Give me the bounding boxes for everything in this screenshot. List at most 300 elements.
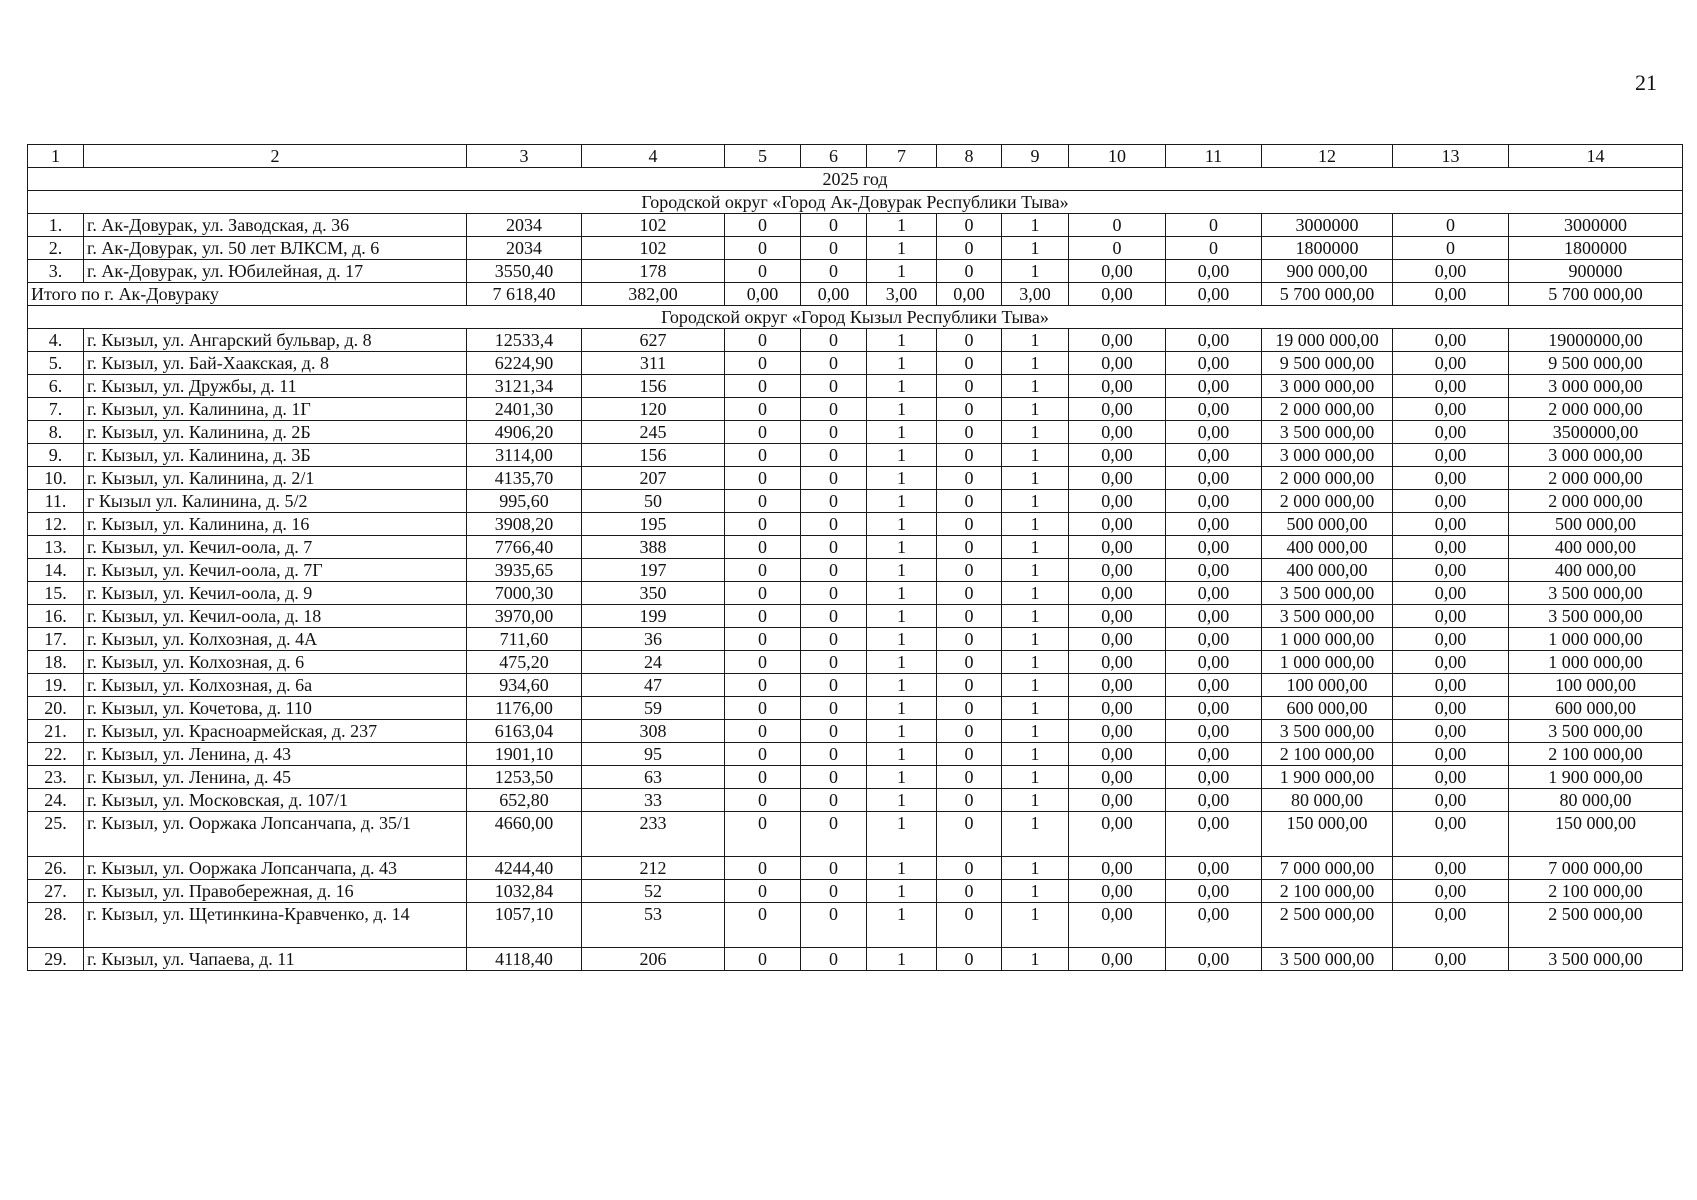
- value-cell: 1: [1002, 605, 1069, 628]
- column-header: 10: [1069, 145, 1166, 168]
- value-cell: 600 000,00: [1509, 697, 1683, 720]
- value-cell: 1: [867, 651, 937, 674]
- value-cell: 1: [1002, 812, 1069, 857]
- value-cell: 0: [725, 536, 801, 559]
- value-cell: 3 500 000,00: [1509, 605, 1683, 628]
- value-cell: 1: [1002, 467, 1069, 490]
- address-cell: г. Кызыл, ул. Ангарский бульвар, д. 8: [84, 329, 467, 352]
- address-cell: г. Ак-Довурак, ул. Юбилейная, д. 17: [84, 260, 467, 283]
- value-cell: 1 000 000,00: [1509, 628, 1683, 651]
- column-header: 8: [937, 145, 1002, 168]
- value-cell: 3 500 000,00: [1262, 421, 1393, 444]
- value-cell: 0,00: [1166, 697, 1262, 720]
- table-row: [28, 948, 1683, 971]
- value-cell: 0,00: [1069, 857, 1166, 880]
- value-cell: 1: [1002, 880, 1069, 903]
- value-cell: 178: [582, 260, 725, 283]
- value-cell: 0: [801, 490, 867, 513]
- value-cell: 0: [801, 720, 867, 743]
- value-cell: 0: [937, 697, 1002, 720]
- value-cell: 0: [801, 766, 867, 789]
- value-cell: 2 100 000,00: [1262, 743, 1393, 766]
- value-cell: 212: [582, 857, 725, 880]
- row-number: 15.: [28, 582, 84, 605]
- address-cell: г. Кызыл, ул. Калинина, д. 2/1: [84, 467, 467, 490]
- value-cell: 0: [801, 260, 867, 283]
- value-cell: 102: [582, 237, 725, 260]
- value-cell: 0: [801, 375, 867, 398]
- value-cell: 3 500 000,00: [1509, 948, 1683, 971]
- year-row: [28, 168, 1683, 191]
- value-cell: 2 100 000,00: [1509, 743, 1683, 766]
- value-cell: 0,00: [1393, 582, 1509, 605]
- value-cell: 0,00: [1166, 467, 1262, 490]
- row-number: 17.: [28, 628, 84, 651]
- value-cell: 100 000,00: [1509, 674, 1683, 697]
- value-cell: 308: [582, 720, 725, 743]
- value-cell: 12533,4: [467, 329, 582, 352]
- value-cell: 1: [1002, 375, 1069, 398]
- address-cell: г. Кызыл, ул. Красноармейская, д. 237: [84, 720, 467, 743]
- value-cell: 0: [937, 536, 1002, 559]
- value-cell: 0: [725, 651, 801, 674]
- value-cell: 4244,40: [467, 857, 582, 880]
- row-number: 16.: [28, 605, 84, 628]
- value-cell: 0,00: [1393, 536, 1509, 559]
- value-cell: 2 100 000,00: [1509, 880, 1683, 903]
- address-cell: г. Кызыл, ул. Московская, д. 107/1: [84, 789, 467, 812]
- column-header: 2: [84, 145, 467, 168]
- value-cell: 150 000,00: [1509, 812, 1683, 857]
- value-cell: 0,00: [1393, 329, 1509, 352]
- table-row: [28, 766, 1683, 789]
- value-cell: 0,00: [1166, 766, 1262, 789]
- value-cell: 0: [937, 743, 1002, 766]
- value-cell: 0,00: [1166, 536, 1262, 559]
- value-cell: 0,00: [1069, 880, 1166, 903]
- value-cell: 0,00: [1393, 444, 1509, 467]
- value-cell: 2 000 000,00: [1509, 467, 1683, 490]
- value-cell: 0: [1393, 237, 1509, 260]
- value-cell: 245: [582, 421, 725, 444]
- value-cell: 0,00: [1166, 812, 1262, 857]
- value-cell: 1: [1002, 214, 1069, 237]
- value-cell: 2 000 000,00: [1262, 398, 1393, 421]
- value-cell: 0: [801, 513, 867, 536]
- value-cell: 1: [1002, 903, 1069, 948]
- value-cell: 0: [725, 903, 801, 948]
- value-cell: 0: [801, 697, 867, 720]
- value-cell: 934,60: [467, 674, 582, 697]
- value-cell: 0,00: [1393, 260, 1509, 283]
- value-cell: 1: [867, 789, 937, 812]
- value-cell: 1: [867, 880, 937, 903]
- value-cell: 1: [867, 559, 937, 582]
- value-cell: 3970,00: [467, 605, 582, 628]
- value-cell: 1 000 000,00: [1262, 651, 1393, 674]
- value-cell: 1: [1002, 444, 1069, 467]
- value-cell: 1: [1002, 857, 1069, 880]
- table-row: [28, 536, 1683, 559]
- address-cell: г. Кызыл, ул. Колхозная, д. 4А: [84, 628, 467, 651]
- value-cell: 0: [801, 605, 867, 628]
- value-cell: 0,00: [1069, 766, 1166, 789]
- value-cell: 652,80: [467, 789, 582, 812]
- value-cell: 1: [867, 582, 937, 605]
- value-cell: 0: [801, 857, 867, 880]
- value-cell: 0,00: [1166, 329, 1262, 352]
- table-row: [28, 513, 1683, 536]
- column-header: 3: [467, 145, 582, 168]
- row-number: 5.: [28, 352, 84, 375]
- value-cell: 0,00: [1166, 651, 1262, 674]
- value-cell: 80 000,00: [1262, 789, 1393, 812]
- value-cell: 400 000,00: [1509, 536, 1683, 559]
- value-cell: 0: [1166, 237, 1262, 260]
- value-cell: 0,00: [1069, 628, 1166, 651]
- value-cell: 0,00: [1069, 582, 1166, 605]
- section-title: Городской округ «Город Ак-Довурак Республики Тыва»: [28, 191, 1683, 214]
- value-cell: 995,60: [467, 490, 582, 513]
- value-cell: 0: [937, 628, 1002, 651]
- value-cell: 0: [725, 880, 801, 903]
- value-cell: 0: [725, 214, 801, 237]
- value-cell: 0: [801, 444, 867, 467]
- address-cell: г. Кызыл, ул. Ленина, д. 45: [84, 766, 467, 789]
- column-header-row: [28, 145, 1683, 168]
- value-cell: 0,00: [1393, 720, 1509, 743]
- value-cell: 0: [725, 329, 801, 352]
- value-cell: 0,00: [1069, 674, 1166, 697]
- value-cell: 3 500 000,00: [1509, 582, 1683, 605]
- value-cell: 1: [867, 467, 937, 490]
- value-cell: 0,00: [1166, 444, 1262, 467]
- value-cell: 0,00: [1069, 812, 1166, 857]
- value-cell: 19000000,00: [1509, 329, 1683, 352]
- value-cell: 1: [867, 375, 937, 398]
- value-cell: 0,00: [1069, 605, 1166, 628]
- value-cell: 7 000 000,00: [1262, 857, 1393, 880]
- row-number: 18.: [28, 651, 84, 674]
- value-cell: 0: [725, 857, 801, 880]
- value-cell: 3500000,00: [1509, 421, 1683, 444]
- total-value: 0,00: [801, 283, 867, 306]
- value-cell: 0: [725, 398, 801, 421]
- row-number: 2.: [28, 237, 84, 260]
- row-number: 22.: [28, 743, 84, 766]
- value-cell: 1: [867, 903, 937, 948]
- year-label: 2025 год: [28, 168, 1683, 191]
- value-cell: 0: [937, 329, 1002, 352]
- total-value: 0,00: [937, 283, 1002, 306]
- value-cell: 1032,84: [467, 880, 582, 903]
- row-number: 27.: [28, 880, 84, 903]
- value-cell: 80 000,00: [1509, 789, 1683, 812]
- value-cell: 1: [867, 536, 937, 559]
- row-number: 23.: [28, 766, 84, 789]
- table-row: [28, 903, 1683, 948]
- value-cell: 2034: [467, 237, 582, 260]
- value-cell: 0,00: [1069, 398, 1166, 421]
- value-cell: 0,00: [1166, 948, 1262, 971]
- value-cell: 1: [867, 628, 937, 651]
- value-cell: 1901,10: [467, 743, 582, 766]
- value-cell: 0: [937, 260, 1002, 283]
- value-cell: 0: [937, 490, 1002, 513]
- value-cell: 195: [582, 513, 725, 536]
- value-cell: 1253,50: [467, 766, 582, 789]
- value-cell: 1: [1002, 559, 1069, 582]
- value-cell: 0: [801, 582, 867, 605]
- value-cell: 1: [1002, 743, 1069, 766]
- value-cell: 1800000: [1509, 237, 1683, 260]
- value-cell: 0: [801, 352, 867, 375]
- data-table: [27, 144, 1683, 971]
- value-cell: 0,00: [1069, 720, 1166, 743]
- value-cell: 2034: [467, 214, 582, 237]
- value-cell: 0,00: [1069, 743, 1166, 766]
- value-cell: 0: [725, 720, 801, 743]
- value-cell: 0,00: [1393, 605, 1509, 628]
- value-cell: 1: [1002, 398, 1069, 421]
- row-number: 24.: [28, 789, 84, 812]
- table-row: [28, 398, 1683, 421]
- address-cell: г. Кызыл, ул. Калинина, д. 3Б: [84, 444, 467, 467]
- value-cell: 0: [801, 628, 867, 651]
- table-row: [28, 789, 1683, 812]
- row-number: 12.: [28, 513, 84, 536]
- table-row: [28, 421, 1683, 444]
- value-cell: 199: [582, 605, 725, 628]
- table-row: [28, 444, 1683, 467]
- value-cell: 1: [867, 812, 937, 857]
- section-header-row: [28, 191, 1683, 214]
- table-row: [28, 490, 1683, 513]
- value-cell: 0: [725, 812, 801, 857]
- page-number: 21: [1635, 70, 1657, 95]
- address-cell: г. Кызыл, ул. Колхозная, д. 6: [84, 651, 467, 674]
- value-cell: 0: [801, 948, 867, 971]
- table-body: [28, 145, 1683, 971]
- value-cell: 1: [867, 490, 937, 513]
- value-cell: 1: [1002, 352, 1069, 375]
- column-header: 14: [1509, 145, 1683, 168]
- value-cell: 0,00: [1393, 948, 1509, 971]
- value-cell: 400 000,00: [1509, 559, 1683, 582]
- value-cell: 0: [725, 375, 801, 398]
- row-number: 9.: [28, 444, 84, 467]
- total-label: Итого по г. Ак-Довураку: [28, 283, 467, 306]
- value-cell: 0: [937, 467, 1002, 490]
- value-cell: 206: [582, 948, 725, 971]
- address-cell: г. Кызыл, ул. Ооржака Лопсанчапа, д. 43: [84, 857, 467, 880]
- value-cell: 3 500 000,00: [1262, 582, 1393, 605]
- value-cell: 0: [937, 513, 1002, 536]
- total-value: 5 700 000,00: [1262, 283, 1393, 306]
- value-cell: 9 500 000,00: [1509, 352, 1683, 375]
- value-cell: 1: [1002, 513, 1069, 536]
- address-cell: г. Кызыл, ул. Кечил-оола, д. 7: [84, 536, 467, 559]
- value-cell: 0: [725, 421, 801, 444]
- value-cell: 0,00: [1069, 467, 1166, 490]
- value-cell: 4135,70: [467, 467, 582, 490]
- address-cell: г. Кызыл, ул. Правобережная, д. 16: [84, 880, 467, 903]
- value-cell: 1: [867, 766, 937, 789]
- address-cell: г. Кызыл, ул. Ленина, д. 43: [84, 743, 467, 766]
- value-cell: 0: [937, 948, 1002, 971]
- value-cell: 0: [801, 214, 867, 237]
- row-number: 19.: [28, 674, 84, 697]
- value-cell: 1: [1002, 697, 1069, 720]
- value-cell: 0: [725, 559, 801, 582]
- value-cell: 2 000 000,00: [1509, 398, 1683, 421]
- value-cell: 0,00: [1069, 260, 1166, 283]
- value-cell: 2 100 000,00: [1262, 880, 1393, 903]
- value-cell: 3935,65: [467, 559, 582, 582]
- value-cell: 0,00: [1069, 444, 1166, 467]
- total-value: 0,00: [1393, 283, 1509, 306]
- value-cell: 156: [582, 375, 725, 398]
- value-cell: 3 500 000,00: [1262, 605, 1393, 628]
- value-cell: 1: [1002, 628, 1069, 651]
- value-cell: 0: [937, 903, 1002, 948]
- row-number: 7.: [28, 398, 84, 421]
- value-cell: 0,00: [1166, 605, 1262, 628]
- value-cell: 0: [801, 467, 867, 490]
- table-row: [28, 559, 1683, 582]
- address-cell: г. Кызыл, ул. Дружбы, д. 11: [84, 375, 467, 398]
- row-number: 13.: [28, 536, 84, 559]
- value-cell: 0,00: [1393, 513, 1509, 536]
- value-cell: 0,00: [1393, 697, 1509, 720]
- value-cell: 0,00: [1166, 628, 1262, 651]
- table-row: [28, 720, 1683, 743]
- value-cell: 3 000 000,00: [1509, 375, 1683, 398]
- value-cell: 0,00: [1393, 559, 1509, 582]
- value-cell: 6163,04: [467, 720, 582, 743]
- value-cell: 311: [582, 352, 725, 375]
- value-cell: 1: [867, 398, 937, 421]
- value-cell: 1: [1002, 789, 1069, 812]
- value-cell: 3 000 000,00: [1509, 444, 1683, 467]
- row-number: 11.: [28, 490, 84, 513]
- value-cell: 1 000 000,00: [1509, 651, 1683, 674]
- value-cell: 0: [725, 444, 801, 467]
- total-value: 0,00: [725, 283, 801, 306]
- column-header: 11: [1166, 145, 1262, 168]
- value-cell: 3 500 000,00: [1262, 720, 1393, 743]
- value-cell: 0: [801, 398, 867, 421]
- total-value: 7 618,40: [467, 283, 582, 306]
- value-cell: 1: [867, 444, 937, 467]
- value-cell: 1 900 000,00: [1262, 766, 1393, 789]
- value-cell: 1: [867, 513, 937, 536]
- value-cell: 0: [937, 421, 1002, 444]
- value-cell: 0,00: [1166, 743, 1262, 766]
- value-cell: 0: [937, 214, 1002, 237]
- value-cell: 0: [937, 766, 1002, 789]
- value-cell: 0,00: [1393, 674, 1509, 697]
- value-cell: 1: [1002, 536, 1069, 559]
- value-cell: 63: [582, 766, 725, 789]
- value-cell: 0: [725, 743, 801, 766]
- value-cell: 0,00: [1166, 260, 1262, 283]
- address-cell: г. Ак-Довурак, ул. 50 лет ВЛКСМ, д. 6: [84, 237, 467, 260]
- value-cell: 0: [937, 605, 1002, 628]
- total-row: [28, 283, 1683, 306]
- value-cell: 3908,20: [467, 513, 582, 536]
- table-row: [28, 628, 1683, 651]
- value-cell: 1: [867, 720, 937, 743]
- address-cell: г. Кызыл, ул. Кочетова, д. 110: [84, 697, 467, 720]
- value-cell: 400 000,00: [1262, 536, 1393, 559]
- value-cell: 7 000 000,00: [1509, 857, 1683, 880]
- row-number: 14.: [28, 559, 84, 582]
- value-cell: 2 000 000,00: [1509, 490, 1683, 513]
- address-cell: г. Кызыл, ул. Калинина, д. 1Г: [84, 398, 467, 421]
- value-cell: 1: [1002, 766, 1069, 789]
- value-cell: 4906,20: [467, 421, 582, 444]
- value-cell: 1: [867, 260, 937, 283]
- row-number: 8.: [28, 421, 84, 444]
- value-cell: 627: [582, 329, 725, 352]
- value-cell: 1: [867, 697, 937, 720]
- table-row: [28, 237, 1683, 260]
- value-cell: 3000000: [1262, 214, 1393, 237]
- value-cell: 350: [582, 582, 725, 605]
- value-cell: 0,00: [1166, 375, 1262, 398]
- total-value: 382,00: [582, 283, 725, 306]
- value-cell: 3121,34: [467, 375, 582, 398]
- value-cell: 0,00: [1393, 789, 1509, 812]
- row-number: 4.: [28, 329, 84, 352]
- value-cell: 0: [937, 857, 1002, 880]
- value-cell: 95: [582, 743, 725, 766]
- value-cell: 3000000: [1509, 214, 1683, 237]
- value-cell: 1: [1002, 651, 1069, 674]
- value-cell: 0,00: [1393, 857, 1509, 880]
- value-cell: 1: [1002, 490, 1069, 513]
- value-cell: 0,00: [1069, 329, 1166, 352]
- value-cell: 156: [582, 444, 725, 467]
- value-cell: 0: [725, 467, 801, 490]
- row-number: 10.: [28, 467, 84, 490]
- value-cell: 0,00: [1393, 880, 1509, 903]
- row-number: 6.: [28, 375, 84, 398]
- value-cell: 0: [937, 582, 1002, 605]
- value-cell: 3 000 000,00: [1262, 444, 1393, 467]
- table-row: [28, 697, 1683, 720]
- value-cell: 0: [1166, 214, 1262, 237]
- value-cell: 0: [937, 398, 1002, 421]
- value-cell: 0,00: [1069, 490, 1166, 513]
- value-cell: 900000: [1509, 260, 1683, 283]
- value-cell: 1: [867, 857, 937, 880]
- table-row: [28, 857, 1683, 880]
- address-cell: г. Кызыл, ул. Кечил-оола, д. 7Г: [84, 559, 467, 582]
- value-cell: 0,00: [1393, 490, 1509, 513]
- value-cell: 3550,40: [467, 260, 582, 283]
- value-cell: 100 000,00: [1262, 674, 1393, 697]
- value-cell: 0: [937, 375, 1002, 398]
- table-row: [28, 329, 1683, 352]
- value-cell: 0: [725, 674, 801, 697]
- value-cell: 0: [937, 812, 1002, 857]
- value-cell: 50: [582, 490, 725, 513]
- value-cell: 0,00: [1166, 398, 1262, 421]
- address-cell: г. Кызыл, ул. Чапаева, д. 11: [84, 948, 467, 971]
- value-cell: 0,00: [1069, 789, 1166, 812]
